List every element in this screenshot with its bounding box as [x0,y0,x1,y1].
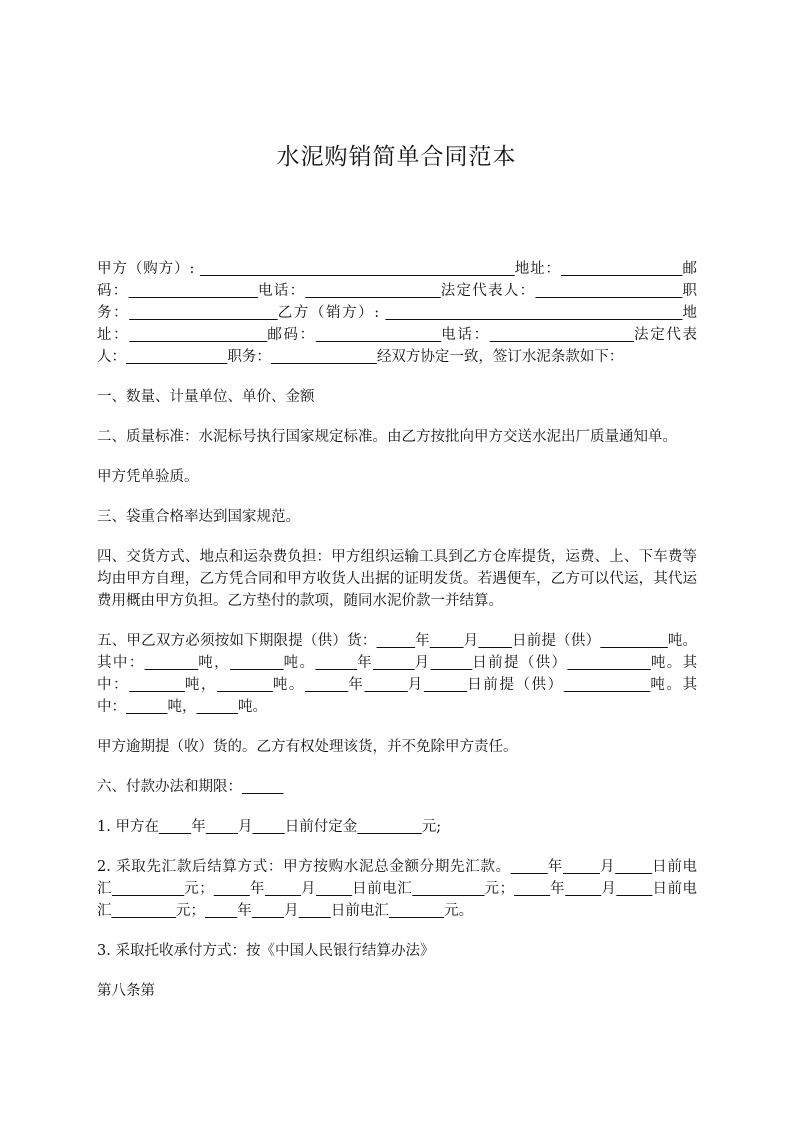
blank [265,881,301,897]
yuan-label: 元； [484,881,515,897]
section-5-note: 甲方逾期提（收）货的。乙方有权处理该货，并不免除甲方责任。 [97,739,518,755]
blank [242,779,283,795]
address-blank [561,261,683,277]
ton-label: 吨， [184,677,218,693]
day-supply-label: 日前提（供） [472,655,568,671]
yuan-label: 元； [184,881,214,897]
year-label: 年 [191,819,206,835]
pay2-text: 2. 采取先汇款后结算方式：甲方按购水泥总金额分期先汇款。 [97,859,511,875]
ton-label: 吨。 [667,633,698,649]
blank [563,859,600,875]
article-8: 第八条第 [97,983,155,999]
seller-phone-label: 电话： [441,327,490,343]
among-label: 其中： [97,655,145,671]
blank [431,655,473,671]
section-4: 四、交货方式、地点和运杂费负担：甲方组织运输工具到乙方仓库提货，运费、上、下车费等均由甲方自理，乙方凭合同和甲方收货人出据的证明发货。若遇便车，乙方可以代运，其代运费用概由甲方负担。乙方垫付的款项，随同水泥价款一并结算。 [97,549,697,609]
blank [412,881,484,897]
payment-2 [97,856,697,922]
seller-postcode-blank [316,327,441,343]
seller-postcode-label: 邮码： [267,327,316,343]
month-label: 月 [414,655,431,671]
blank [430,633,464,649]
ton-label: 吨。 [272,677,305,693]
seller-address-blank [129,327,267,343]
blank [112,881,184,897]
month-label: 月 [407,677,424,693]
among-label: 其中： [97,655,698,693]
phone-blank [305,283,440,299]
section-6-label: 六、付款办法和期限： [97,779,242,795]
year-label: 年 [547,859,563,875]
blank [424,677,467,693]
remit-label: 日前电汇 [352,881,413,897]
blank [112,903,177,919]
blank [315,655,357,671]
blank [377,633,416,649]
remit-label: 日前电汇 [330,903,389,919]
month-label: 月 [301,881,317,897]
position-label: 职务： [97,283,698,321]
seller-blank [385,305,682,321]
seller-address-label: 地址： [97,305,698,343]
blank [616,881,652,897]
blank [159,819,191,835]
blank [514,881,550,897]
month-label: 月 [237,819,253,835]
section-2-note: 甲方凭单验质。 [97,469,199,485]
blank [389,903,444,919]
yuan-label: 元。 [444,903,474,919]
blank [364,677,407,693]
blank [196,699,237,715]
ton-label: 吨。 [237,699,267,715]
blank [205,903,237,919]
representative-blank [535,283,682,299]
blank [214,881,250,897]
representative-label: 法定代表人： [440,283,536,299]
blank [565,881,601,897]
seller-representative-blank [126,349,227,365]
contract-body [97,258,697,1020]
remit-label: 日前电汇 [97,859,698,897]
section-6 [97,776,697,798]
day-supply-label: 日前提（供） [467,677,564,693]
month-label: 月 [463,633,479,649]
yuan-label: 元; [421,819,442,835]
blank [564,677,651,693]
blank [511,859,548,875]
year-label: 年 [415,633,430,649]
payment-3: 3. 采取托收承付方式：按《中国人民银行结算办法》 [97,943,435,959]
year-label: 年 [237,903,252,919]
blank [316,881,352,897]
blank [252,903,284,919]
section-3: 三、袋重合格率达到国家规范。 [97,509,300,525]
year-label: 年 [249,881,265,897]
among-label: 其中： [97,677,698,715]
blank [126,699,167,715]
agreement-text: 经双方协定一致，签订水泥条款如下： [376,349,624,365]
blank [567,655,650,671]
seller-phone-blank [490,327,634,343]
blank [129,677,185,693]
blank [230,655,284,671]
blank [252,819,284,835]
blank [478,633,512,649]
blank [145,655,199,671]
section-5 [97,630,697,718]
blank [615,859,652,875]
address-label: 地址： [514,261,561,277]
ton-label: 吨。 [283,655,316,671]
blank [206,819,238,835]
month-label: 月 [284,903,299,919]
year-label: 年 [550,881,566,897]
blank [600,633,668,649]
phone-label: 电话： [258,283,306,299]
remit-label: 日前电汇 [97,881,698,919]
year-label: 年 [357,655,373,671]
seller-position-blank [271,349,377,365]
yuan-label: 元； [176,903,206,919]
blank [299,903,331,919]
seller-position-label: 职务： [227,349,271,365]
month-label: 月 [601,881,617,897]
blank [373,655,415,671]
page-title: 水泥购销简单合同范本 [276,144,517,170]
ton-label: 吨。 [650,655,683,671]
year-label: 年 [348,677,365,693]
position-blank [129,305,278,321]
seller-representative-label: 法定代表人： [97,327,698,365]
month-label: 月 [599,859,616,875]
ton-label: 吨， [167,699,197,715]
blank [305,677,348,693]
blank [357,819,422,835]
section-5-intro: 五、甲乙双方必须按如下期限提（供）货： [97,633,377,649]
day-supply-label: 日前提（供） [512,633,601,649]
seller-label: 乙方（销方）: [277,305,380,321]
section-2: 二、质量标准：水泥标号执行国家规定标准。由乙方按批向甲方交送水泥出厂质量通知单。 [97,429,677,445]
deposit-label: 日前付定金 [284,819,358,835]
pay1-text: 1. 甲方在 [97,819,159,835]
ton-label: 吨， [198,655,230,671]
blank [217,677,273,693]
section-1: 一、数量、计量单位、单价、金额 [97,389,315,405]
buyer-blank [200,261,515,277]
payment-1 [97,816,697,838]
buyer-label: 甲方（购方）: [97,261,195,277]
parties-paragraph [97,258,697,368]
ton-label: 吨。 [650,677,683,693]
postcode-blank [129,283,258,299]
postcode-label: 邮码： [97,261,697,299]
